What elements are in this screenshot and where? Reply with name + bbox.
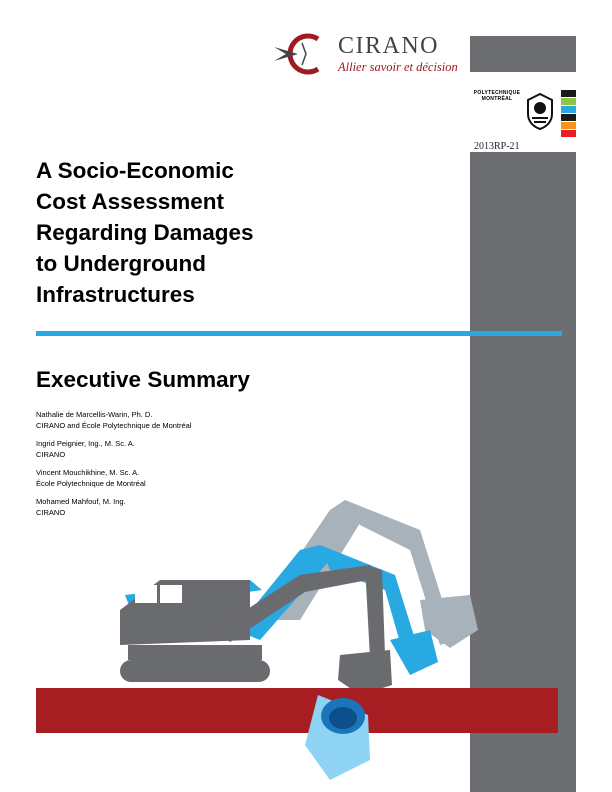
author-name: Mohamed Mahfouf, M. Ing.	[36, 497, 126, 506]
cirano-logo	[272, 33, 462, 75]
ground-band	[36, 688, 558, 733]
polytechnique-logo-text	[467, 90, 527, 102]
author-affiliation: CIRANO	[36, 507, 66, 517]
title-line: A Socio-Economic	[36, 158, 234, 183]
cirano-wordmark: CIRANO	[338, 33, 440, 59]
title-line: to Underground	[36, 251, 206, 276]
author-affiliation: École Polytechnique de Montréal	[36, 478, 146, 488]
title-divider	[36, 331, 562, 336]
author-name: Vincent Mouchikhine, M. Sc. A.	[36, 468, 140, 477]
cirano-logo-icon	[272, 33, 332, 75]
color-stripe-green	[561, 98, 576, 105]
partner-name-line1: POLYTECHNIQUE	[473, 90, 521, 96]
report-number: 2013RP-21	[474, 141, 520, 152]
author-name: Ingrid Peignier, Ing., M. Sc. A.	[36, 439, 135, 448]
color-stripe-blue	[561, 106, 576, 113]
polytechnique-seal-icon	[524, 92, 556, 130]
title-line: Regarding Damages	[36, 220, 254, 245]
color-stripe-red	[561, 130, 576, 137]
author-affiliation: CIRANO and École Polytechnique de Montréal	[36, 420, 192, 430]
document-title	[36, 155, 356, 310]
cirano-tagline: Allier savoir et décision	[338, 60, 458, 74]
color-stripe-black-2	[561, 114, 576, 121]
author-entry	[36, 439, 192, 460]
title-line: Cost Assessment	[36, 189, 224, 214]
author-affiliation: CIRANO	[36, 449, 66, 459]
cover-illustration	[0, 480, 612, 792]
pipe-icon	[305, 695, 370, 780]
author-entry	[36, 410, 192, 431]
title-line: Infrastructures	[36, 282, 195, 307]
author-name: Nathalie de Marcellis-Warin, Ph. D.	[36, 410, 153, 419]
color-stripe-black	[561, 90, 576, 97]
document-subtitle: Executive Summary	[36, 367, 250, 392]
color-stripe-orange	[561, 122, 576, 129]
partner-name-line2: MONTRÉAL	[481, 96, 513, 102]
